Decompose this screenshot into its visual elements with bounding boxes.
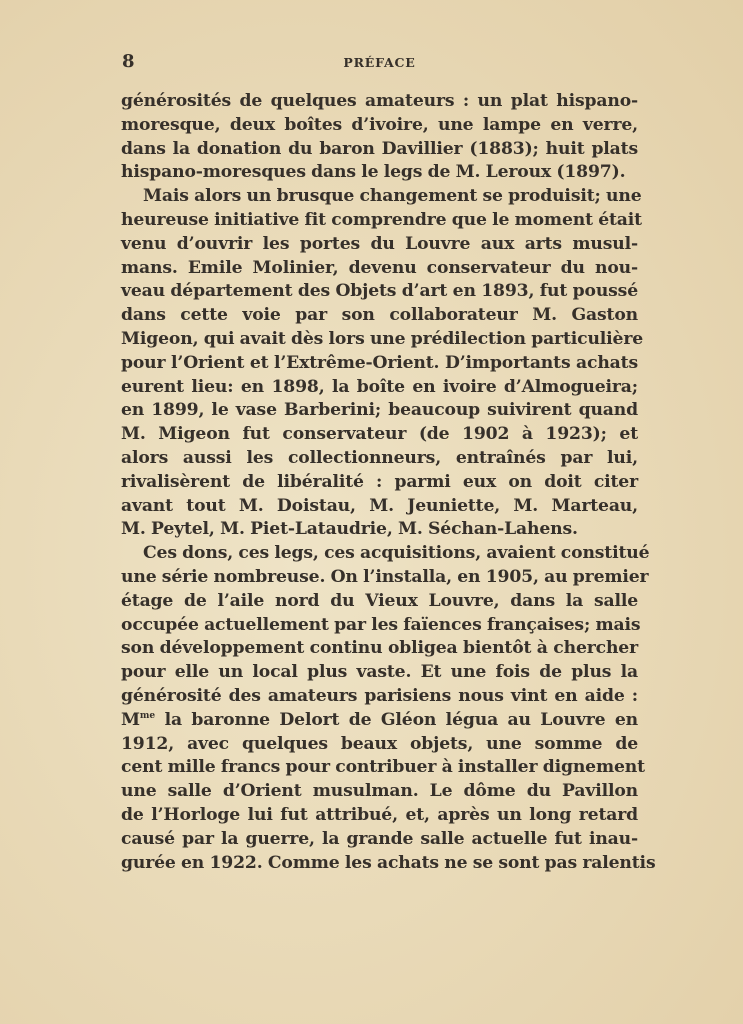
text-line: cent mille francs pour contribuer à installer dignement [121, 757, 645, 778]
paragraph-3 [121, 542, 656, 875]
text-line: M. Migeon fut conservateur (de 1902 à 1923); et [121, 424, 638, 445]
text-line: M. Peytel, M. Piet-Lataudrie, M. Séchan-Lahens. [121, 519, 578, 540]
text-line: eurent lieu: en 1898, la boîte en ivoire d’Almogueira; [121, 376, 638, 397]
text-line: gurée en 1922. Comme les achats ne se sont pas ralentis [121, 852, 656, 873]
text-line: veau département des Objets d’art en 1893, fut poussé [121, 281, 638, 302]
text-line: Mais alors un brusque changement se produisit; une [143, 186, 642, 207]
text-line: Migeon, qui avait dès lors une prédilection particulière [121, 328, 644, 349]
text-line: rivalisèrent de libéralité : parmi eux on doit citer [121, 471, 638, 492]
text-line: mans. Emile Molinier, devenu conservateur du nou- [121, 257, 638, 278]
text-line: alors aussi les collectionneurs, entraînés par lui, [121, 447, 638, 468]
running-title: PRÉFACE [343, 55, 416, 70]
text-line [121, 709, 638, 733]
mme-abbrev: M [121, 709, 140, 730]
text-line: heureuse initiative fit comprendre que le moment était [121, 209, 642, 230]
text-line: 1912, avec quelques beaux objets, une somme de [121, 733, 638, 754]
paragraph-2 [121, 185, 644, 542]
mme-line-rest: la baronne Delort de Gléon légua au Louvre en [164, 709, 638, 730]
mme-superscript: me [139, 710, 156, 721]
book-page [121, 50, 656, 875]
text-line: causé par la guerre, la grande salle actuelle fut inau- [121, 828, 638, 849]
text-line: générosités de quelques amateurs : un plat hispano- [121, 91, 638, 111]
text-line: une salle d’Orient musulman. Le dôme du Pavillon [121, 781, 638, 802]
text-line: étage de l’aile nord du Vieux Louvre, dans la salle [121, 590, 638, 611]
text-line: de l’Horloge lui fut attribué, et, après un long retard [121, 804, 638, 825]
paragraph-1 [121, 90, 638, 185]
running-head [121, 50, 638, 76]
body-text [121, 90, 656, 875]
text-line: Ces dons, ces legs, ces acquisitions, avaient constitué [143, 543, 650, 564]
text-line: hispano-moresques dans le legs de M. Leroux (1897). [121, 162, 626, 183]
text-line: en 1899, le vase Barberini; beaucoup suivirent quand [121, 400, 638, 421]
text-line: pour elle un local plus vaste. Et une fois de plus la [121, 662, 638, 683]
text-line: dans cette voie par son collaborateur M. Gaston [121, 305, 638, 326]
text-line: son développement continu obligea bientôt à chercher [121, 638, 638, 659]
text-line: venu d’ouvrir les portes du Louvre aux arts musul- [121, 233, 638, 254]
text-line: pour l’Orient et l’Extrême-Orient. D’importants achats [121, 352, 638, 373]
text-line: générosité des amateurs parisiens nous vint en aide : [121, 685, 638, 706]
text-line: dans la donation du baron Davillier (1883); huit plats [121, 138, 638, 159]
text-line: occupée actuellement par les faïences françaises; mais [121, 614, 641, 635]
page-number: 8 [122, 51, 135, 72]
text-line: moresque, deux boîtes d’ivoire, une lampe en verre, [121, 114, 638, 135]
text-line: une série nombreuse. On l’installa, en 1905, au premier [121, 566, 649, 587]
text-line: avant tout M. Doistau, M. Jeuniette, M. Marteau, [121, 495, 638, 516]
